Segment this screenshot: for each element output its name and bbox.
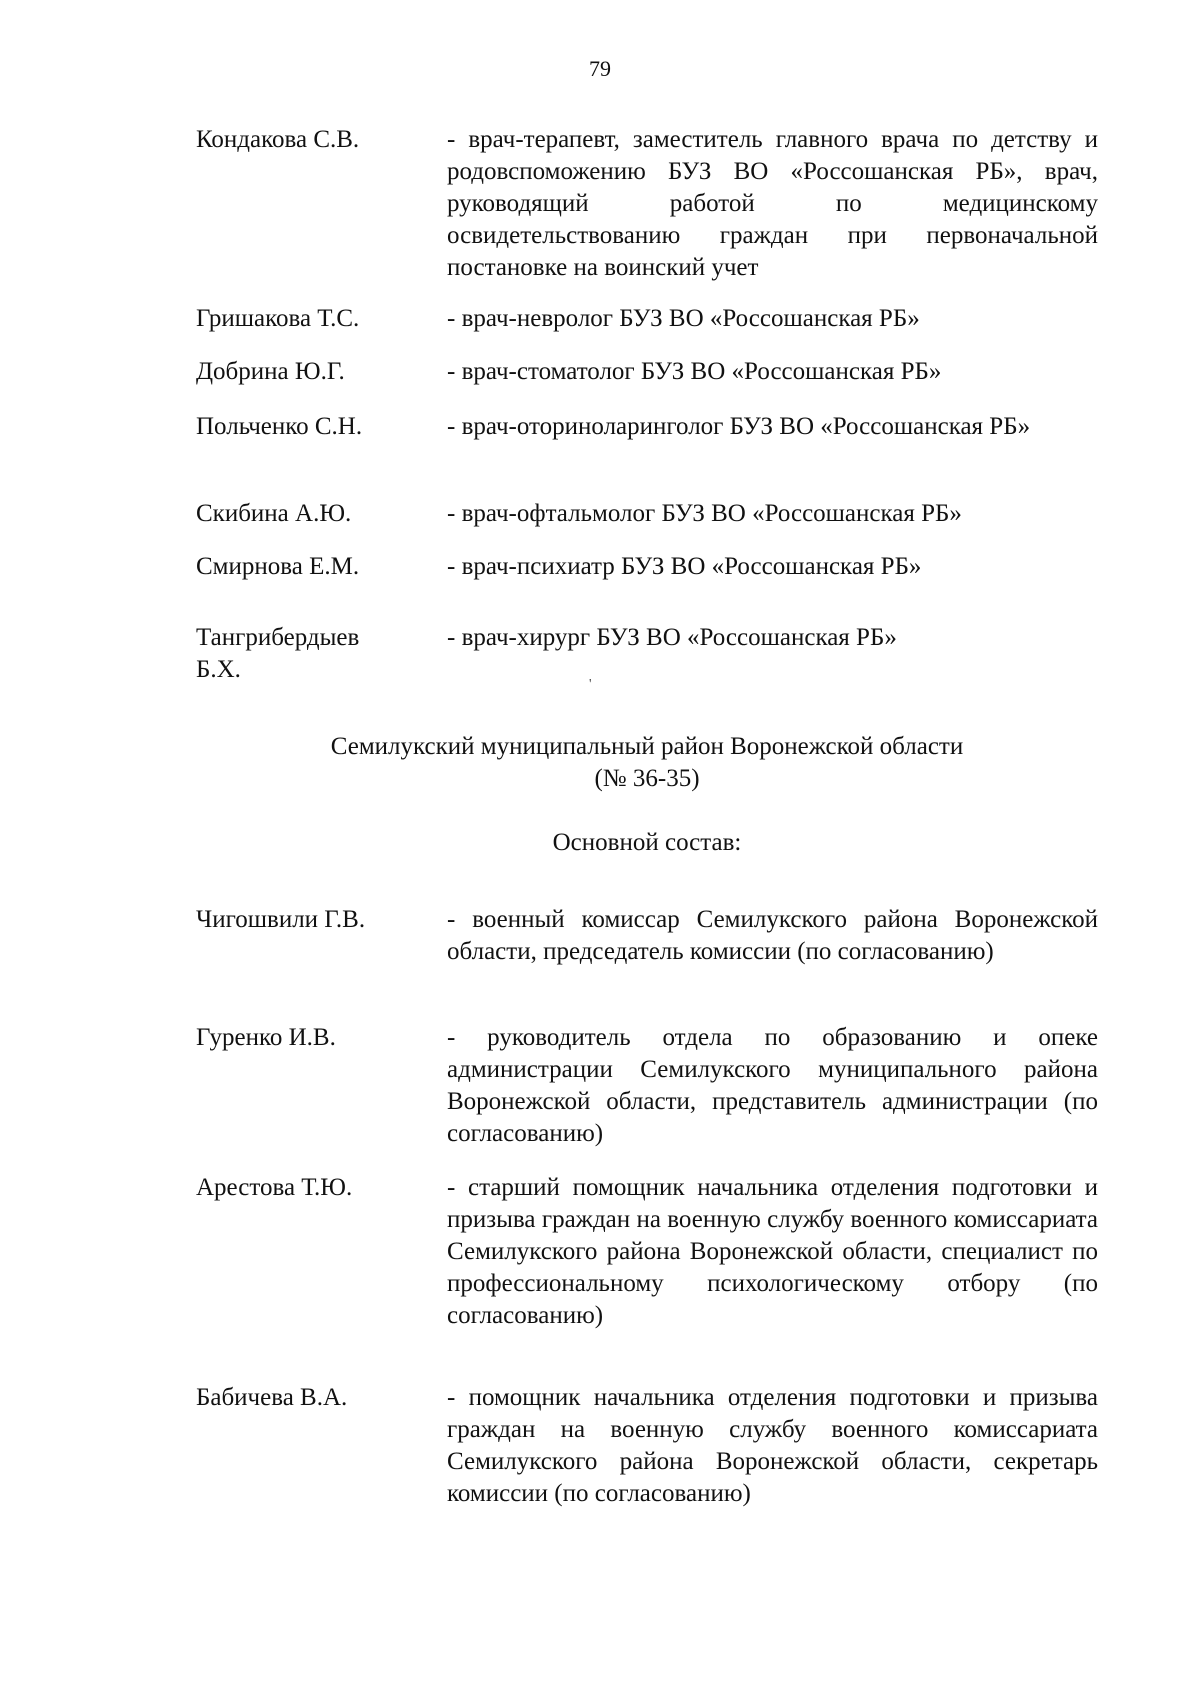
member-description: - врач-оториноларинголог БУЗ ВО «Россошанская РБ»: [447, 413, 1031, 440]
member-name: Гуренко И.В.: [196, 1024, 336, 1051]
member-description: - врач-стоматолог БУЗ ВО «Россошанская РБ»: [447, 358, 942, 385]
scan-speck: ': [589, 677, 592, 692]
member-name: Бабичева В.А.: [196, 1384, 348, 1411]
member-name: Польченко С.Н.: [196, 413, 363, 440]
section-number: (№ 36-35): [594, 765, 700, 792]
member-description: - руководитель отдела по образованию и опеке администрации Семилукского муниципального района Воронежской области, представитель администрации (по согласованию): [447, 1024, 1098, 1147]
member-description: - военный комиссар Семилукского района Воронежской области, председатель комиссии (по согласованию): [447, 906, 1098, 965]
member-description: - врач-офтальмолог БУЗ ВО «Россошанская РБ»: [447, 500, 962, 527]
member-description: - врач-хирург БУЗ ВО «Россошанская РБ»: [447, 624, 897, 651]
page-number: 79: [589, 56, 611, 81]
member-name: Гришакова Т.С.: [196, 305, 360, 332]
section-title: Семилукский муниципальный район Воронежской области: [330, 733, 964, 760]
member-description: - врач-невролог БУЗ ВО «Россошанская РБ»: [447, 305, 920, 332]
member-name: Чигошвили Г.В.: [196, 906, 366, 933]
member-name: Скибина А.Ю.: [196, 500, 352, 527]
member-description: - врач-терапевт, заместитель главного врача по детству и родовспоможению БУЗ ВО «Россошанская РБ», врач, руководящий работой по медицинскому освидетельствованию граждан при первоначальной постановке на воинский учет: [447, 126, 1098, 281]
member-description: - помощник начальника отделения подготовки и призыва граждан на военную службу военного комиссариата Семилукского района Воронежской области, секретарь комиссии (по согласованию): [447, 1384, 1098, 1507]
section-subtitle: Основной состав:: [552, 829, 742, 856]
member-name: Смирнова Е.М.: [196, 553, 360, 580]
member-description: - врач-психиатр БУЗ ВО «Россошанская РБ»: [447, 553, 922, 580]
member-name: Кондакова С.В.: [196, 126, 360, 153]
member-name: Арестова Т.Ю.: [196, 1174, 353, 1201]
member-name: Тангрибердыев Б.Х.: [196, 624, 360, 683]
member-description: - старший помощник начальника отделения подготовки и призыва граждан на военную службу военного комиссариата Семилукского района Воронежской области, специалист по профессиональному психологическому отбору (по согласованию): [447, 1174, 1098, 1329]
section-heading: [196, 731, 1098, 795]
member-name: Добрина Ю.Г.: [196, 358, 345, 385]
